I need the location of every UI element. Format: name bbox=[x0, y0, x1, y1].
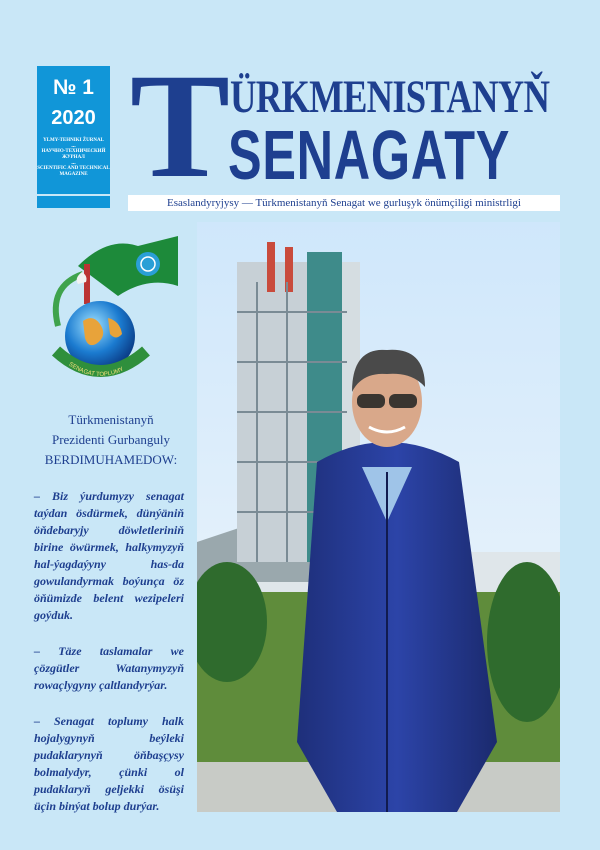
sunglasses-icon bbox=[357, 394, 385, 408]
masthead-big-letter bbox=[124, 70, 236, 182]
quote-heading-line: Türkmenistanyň bbox=[68, 412, 154, 427]
quote-paragraph: – Biz ýurdumyzy senagat taýdan ösdürmek, dünýäniň öňdebaryjy döwletleriniň birine öwürmek, halkymyzyň hal-ýagdaýyny has-da gowulandyrmak boýunça öz öňümizde belent wezipeleri goýduk. bbox=[34, 489, 184, 622]
cover-photo bbox=[197, 222, 560, 812]
quote-heading bbox=[36, 410, 186, 470]
masthead-title-line1: ÜRKMENISTANYŇ bbox=[230, 71, 550, 123]
emblem-ring-text: SENAGAT TOPLUMY bbox=[67, 361, 125, 379]
quote-heading-line: BERDIMUHAMEDOW: bbox=[44, 452, 178, 467]
quote-paragraph: – Senagat toplumy halk hojalygynyň beýleki pudaklarynyň öňbaşçysy bolmalydyr, çünki ol pudaklaryň geljekki ösüşi üçin binýat bolup durýar. bbox=[34, 714, 184, 813]
separator-dot: ••• bbox=[71, 161, 76, 166]
separator-dot: ••• bbox=[71, 144, 76, 149]
president-quotes bbox=[34, 488, 184, 834]
flag-shape bbox=[78, 236, 178, 296]
issue-stripe bbox=[37, 196, 110, 208]
issue-subtitle-tm: YLMY-TEHNIKI ŽURNAL bbox=[43, 138, 104, 143]
issue-year: 2020 bbox=[51, 107, 96, 129]
masthead-title-line2: SENAGATY bbox=[228, 116, 511, 194]
un-emblem-icon bbox=[136, 252, 160, 276]
issue-subtitle-ru: НАУЧНО-ТЕХНИЧЕСКИЙ ЖУРНАЛ bbox=[41, 149, 106, 160]
flag-ornament-stripe bbox=[84, 264, 90, 304]
issue-subtitle-en: SCIENTIFIC AND TECHNICAL MAGAZINE bbox=[37, 166, 110, 177]
ministry-emblem bbox=[38, 226, 183, 391]
big-letter-text: T bbox=[129, 70, 231, 182]
issue-box bbox=[37, 66, 110, 194]
quote-paragraph: – Täze taslamalar we çözgütler Watanymyzyň rowaçlygyny çaltlandyrýar. bbox=[34, 644, 184, 692]
issue-number: № 1 bbox=[53, 76, 94, 99]
founder-line: Esaslandyryjysy — Türkmenistanyň Senagat we gurluşyk önümçiligi ministrligi bbox=[128, 195, 560, 211]
quote-heading-line: Prezidenti Gurbanguly bbox=[51, 432, 171, 447]
